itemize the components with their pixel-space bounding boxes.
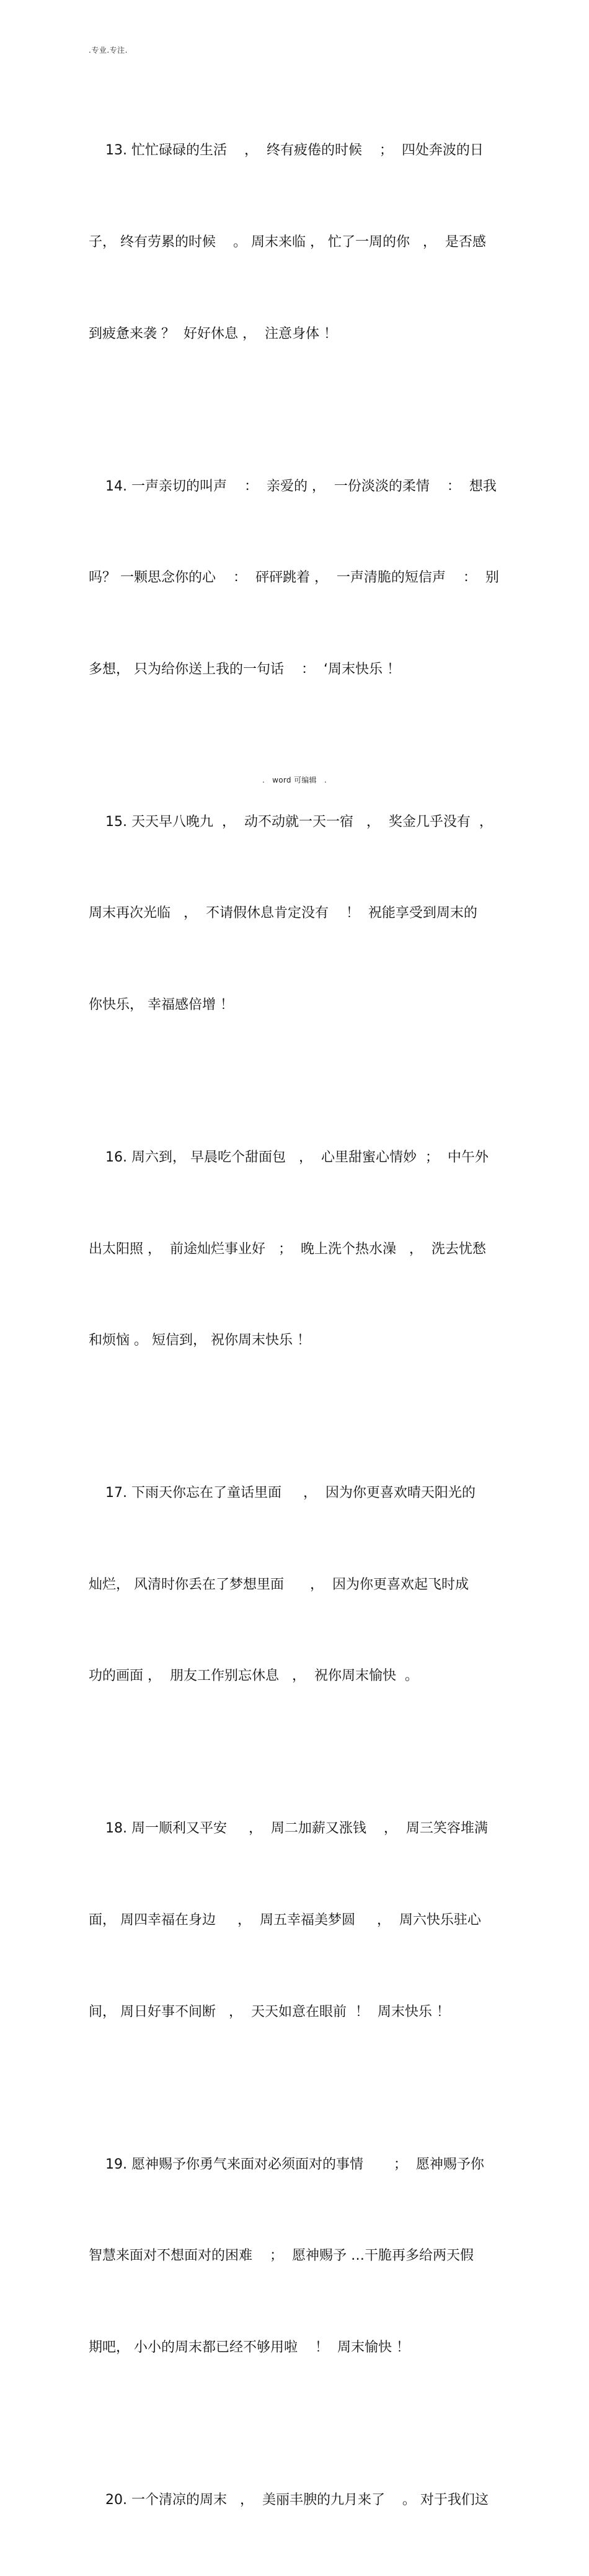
text-line: 13. 忙忙碌碌的生活 ， 终有疲倦的时候 ； 四处奔波的日 <box>105 143 484 159</box>
entry-20 <box>89 2423 503 2576</box>
entry-13 <box>89 74 503 410</box>
entry-16 <box>89 1081 503 1417</box>
entry-14 <box>89 410 503 745</box>
entry-17 <box>89 1417 503 1752</box>
page-header: .专业.专注. <box>89 46 128 55</box>
text-line: 智慧来面对不想面对的困难 ； 愿神赐予 …干脆再多给两天假 <box>89 2248 474 2264</box>
footer-text: word 可编辑 <box>272 776 317 784</box>
text-line: 19. 愿神赐予你勇气来面对必须面对的事情 ； 愿神赐予你 <box>105 2156 484 2172</box>
text-line: 期吧， 小小的周末都已经不够用啦 ！ 周末愉快 ！ <box>89 2339 410 2355</box>
text-line: 子， 终有劳累的时候 。 周末来临 ， 忙了一周的你 ， 是否感 <box>89 234 486 250</box>
footer-dot-left: . <box>262 776 265 784</box>
entry-19 <box>89 2088 503 2423</box>
page-footer <box>0 775 589 785</box>
text-line: 15. 天天早八晚九 ， 动不动就一天一宿 ， 奖金几乎没有 ， <box>105 814 493 830</box>
text-line: 20. 一个清凉的周末 ， 美丽丰腴的九月来了 。 对于我们这 <box>105 2492 489 2508</box>
text-line: 灿烂， 风清时你丢在了梦想里面 ， 因为你更喜欢起飞时成 <box>89 1576 469 1592</box>
text-line: 和烦恼 。 短信到， 祝你周末快乐 ！ <box>89 1333 311 1349</box>
text-line: 16. 周六到， 早晨吃个甜面包 ， 心里甜蜜心情妙 ； 中午外 <box>105 1149 489 1165</box>
text-line: 周末再次光临 ， 不请假休息肯定没有 ！ 祝能享受到周末的 <box>89 905 477 922</box>
document-body <box>89 74 503 2576</box>
text-line: 18. 周一顺利又平安 ， 周二加薪又涨钱 ， 周三笑容堆满 <box>105 1821 488 1837</box>
footer-dot-right: . <box>324 776 327 784</box>
text-line: 你快乐， 幸福感倍增 ！ <box>89 997 234 1013</box>
text-line: 多想， 只为给你送上我的一句话 ： ‘周末快乐 ！ <box>89 661 401 677</box>
text-line: 到疲惫来袭 ？ 好好休息 ， 注意身体 ！ <box>89 326 337 342</box>
text-line: 出太阳照 ， 前途灿烂事业好 ； 晚上洗个热水澡 ， 洗去忧愁 <box>89 1241 486 1257</box>
text-line: 间， 周日好事不间断 ， 天天如意在眼前 ！ 周末快乐 ！ <box>89 2004 450 2020</box>
text-line: 吗？ 一颗思念你的心 ： 砰砰跳着 ， 一声清脆的短信声 ： 别 <box>89 570 499 586</box>
entry-15 <box>89 745 503 1081</box>
text-line: 17. 下雨天你忘在了童话里面 ， 因为你更喜欢晴天阳光的 <box>105 1485 476 1501</box>
text-line: 面， 周四幸福在身边 ， 周五幸福美梦圆 ， 周六快乐驻心 <box>89 1912 481 1928</box>
text-line: 功的画面 ， 朋友工作别忘休息 ， 祝你周末愉快 。 <box>89 1668 418 1684</box>
text-line: 14. 一声亲切的叫声 ： 亲爱的 ， 一份淡淡的柔情 ： 想我 <box>105 478 497 494</box>
entry-18 <box>89 1752 503 2088</box>
